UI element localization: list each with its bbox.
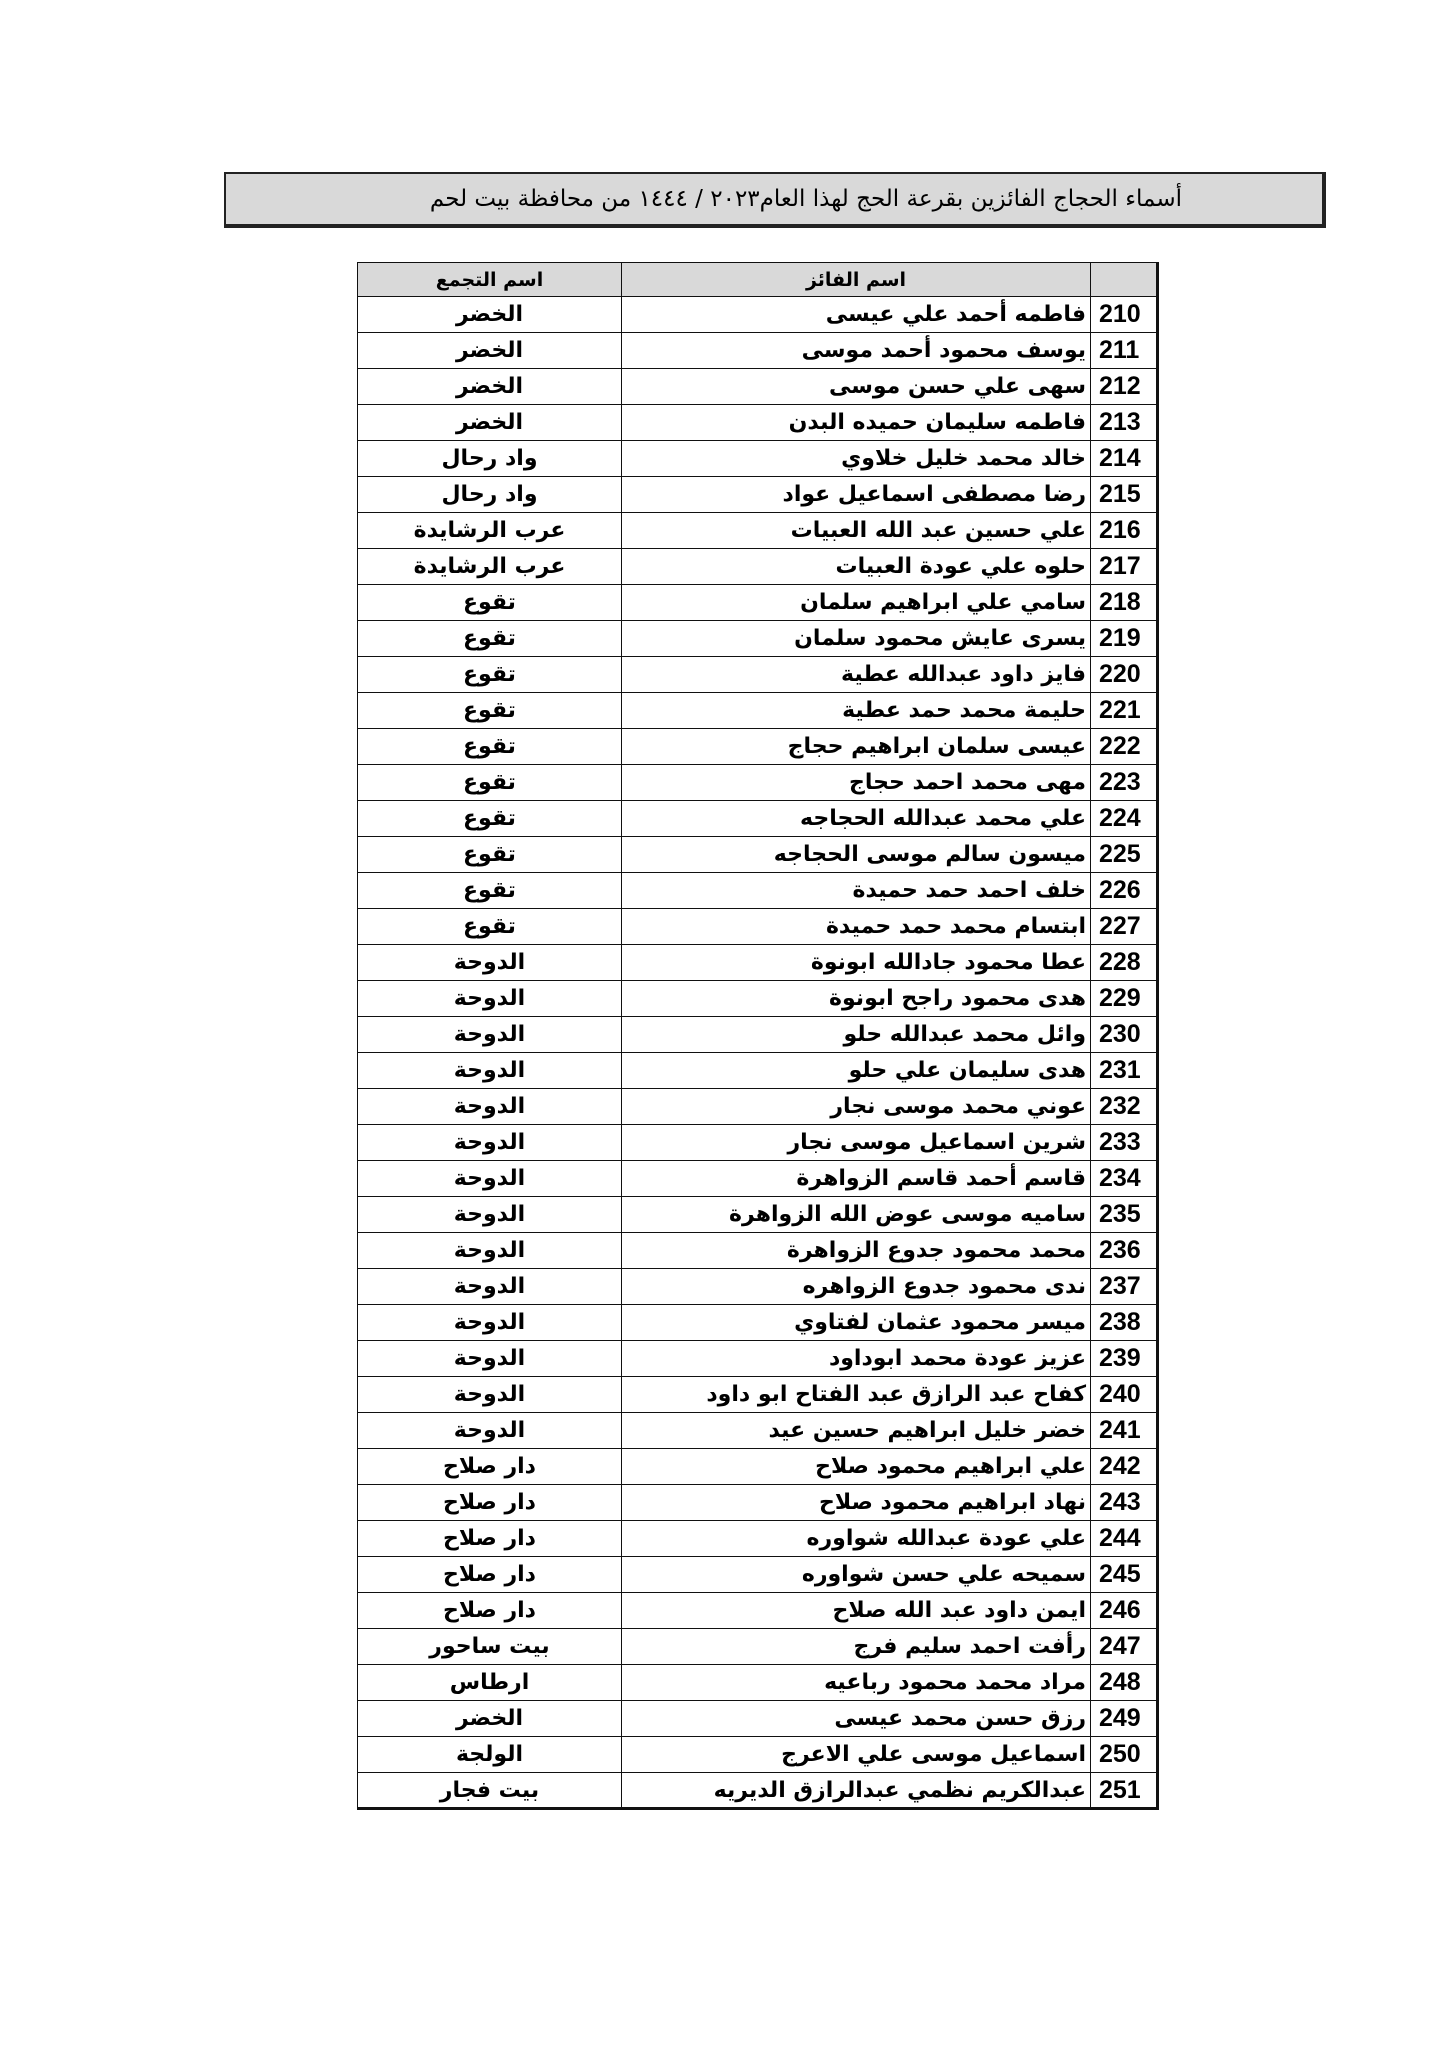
name-cell: يسرى عايش محمود سلمان <box>622 621 1091 657</box>
table-header-row <box>358 263 1158 297</box>
name-cell: سميحه علي حسن شواوره <box>622 1557 1091 1593</box>
table-row <box>358 981 1158 1017</box>
group-cell: تقوع <box>358 837 622 873</box>
number-cell: 231 <box>1091 1053 1158 1089</box>
name-cell: علي عودة عبدالله شواوره <box>622 1521 1091 1557</box>
table-row <box>358 801 1158 837</box>
number-cell: 234 <box>1091 1161 1158 1197</box>
name-cell: عبدالكريم نظمي عبدالرازق الديريه <box>622 1773 1091 1809</box>
number-cell: 239 <box>1091 1341 1158 1377</box>
number-cell: 217 <box>1091 549 1158 585</box>
group-cell: دار صلاح <box>358 1557 622 1593</box>
table-row <box>358 1629 1158 1665</box>
group-cell: الدوحة <box>358 1233 622 1269</box>
name-cell: ندى محمود جدوع الزواهره <box>622 1269 1091 1305</box>
number-cell: 221 <box>1091 693 1158 729</box>
group-cell: عرب الرشايدة <box>358 549 622 585</box>
name-cell: حليمة محمد حمد عطية <box>622 693 1091 729</box>
group-cell: الخضر <box>358 405 622 441</box>
table-row <box>358 513 1158 549</box>
name-cell: خلف احمد حمد حميدة <box>622 873 1091 909</box>
number-cell: 215 <box>1091 477 1158 513</box>
name-cell: يوسف محمود أحمد موسى <box>622 333 1091 369</box>
table-row <box>358 621 1158 657</box>
group-cell: الدوحة <box>358 1089 622 1125</box>
group-cell: تقوع <box>358 729 622 765</box>
group-cell: الدوحة <box>358 1125 622 1161</box>
number-cell: 246 <box>1091 1593 1158 1629</box>
name-cell: نهاد ابراهيم محمود صلاح <box>622 1485 1091 1521</box>
name-cell: فاطمه أحمد علي عيسى <box>622 297 1091 333</box>
group-cell: الدوحة <box>358 1161 622 1197</box>
winners-table <box>357 262 1159 1810</box>
number-cell: 219 <box>1091 621 1158 657</box>
name-cell: فاطمه سليمان حميده البدن <box>622 405 1091 441</box>
table-row <box>358 837 1158 873</box>
name-cell: كفاح عبد الرازق عبد الفتاح ابو داود <box>622 1377 1091 1413</box>
table-row <box>358 693 1158 729</box>
group-cell: دار صلاح <box>358 1485 622 1521</box>
table-row <box>358 1521 1158 1557</box>
number-cell: 220 <box>1091 657 1158 693</box>
group-cell: الدوحة <box>358 1377 622 1413</box>
name-cell: عيسى سلمان ابراهيم حجاج <box>622 729 1091 765</box>
table-row <box>358 1413 1158 1449</box>
group-cell: الدوحة <box>358 945 622 981</box>
header-name: اسم الفائز <box>622 263 1091 297</box>
header-number <box>1091 263 1158 297</box>
name-cell: هدى محمود راجح ابونوة <box>622 981 1091 1017</box>
page-title: أسماء الحجاج الفائزين بقرعة الحج لهذا العام٢٠٢٣ / ١٤٤٤ من محافظة بيت لحم <box>429 186 1182 212</box>
number-cell: 240 <box>1091 1377 1158 1413</box>
table-row <box>358 1053 1158 1089</box>
group-cell: ارطاس <box>358 1665 622 1701</box>
table-row <box>358 1377 1158 1413</box>
group-cell: عرب الرشايدة <box>358 513 622 549</box>
number-cell: 228 <box>1091 945 1158 981</box>
group-cell: واد رحال <box>358 477 622 513</box>
group-cell: الدوحة <box>358 981 622 1017</box>
number-cell: 218 <box>1091 585 1158 621</box>
table-row <box>358 1557 1158 1593</box>
group-cell: الدوحة <box>358 1269 622 1305</box>
number-cell: 223 <box>1091 765 1158 801</box>
table-row <box>358 765 1158 801</box>
group-cell: دار صلاح <box>358 1521 622 1557</box>
table-row <box>358 297 1158 333</box>
group-cell: بيت فجار <box>358 1773 622 1809</box>
name-cell: مراد محمد محمود رباعيه <box>622 1665 1091 1701</box>
name-cell: سهى علي حسن موسى <box>622 369 1091 405</box>
group-cell: الدوحة <box>358 1053 622 1089</box>
name-cell: مهى محمد احمد حجاج <box>622 765 1091 801</box>
table-row <box>358 1341 1158 1377</box>
number-cell: 251 <box>1091 1773 1158 1809</box>
number-cell: 214 <box>1091 441 1158 477</box>
number-cell: 235 <box>1091 1197 1158 1233</box>
number-cell: 213 <box>1091 405 1158 441</box>
number-cell: 242 <box>1091 1449 1158 1485</box>
group-cell: تقوع <box>358 873 622 909</box>
table-row <box>358 729 1158 765</box>
name-cell: قاسم أحمد قاسم الزواهرة <box>622 1161 1091 1197</box>
number-cell: 233 <box>1091 1125 1158 1161</box>
group-cell: تقوع <box>358 909 622 945</box>
name-cell: حلوه علي عودة العبيات <box>622 549 1091 585</box>
group-cell: واد رحال <box>358 441 622 477</box>
table-body <box>358 297 1158 1809</box>
group-cell: الخضر <box>358 369 622 405</box>
table-row <box>358 945 1158 981</box>
group-cell: الخضر <box>358 333 622 369</box>
table-row <box>358 1449 1158 1485</box>
name-cell: ساميه موسى عوض الله الزواهرة <box>622 1197 1091 1233</box>
group-cell: تقوع <box>358 585 622 621</box>
table-row <box>358 1161 1158 1197</box>
table-row <box>358 585 1158 621</box>
name-cell: محمد محمود جدوع الزواهرة <box>622 1233 1091 1269</box>
name-cell: عوني محمد موسى نجار <box>622 1089 1091 1125</box>
group-cell: الدوحة <box>358 1197 622 1233</box>
table-row <box>358 441 1158 477</box>
number-cell: 245 <box>1091 1557 1158 1593</box>
table-row <box>358 1593 1158 1629</box>
number-cell: 247 <box>1091 1629 1158 1665</box>
number-cell: 232 <box>1091 1089 1158 1125</box>
number-cell: 225 <box>1091 837 1158 873</box>
table-row <box>358 1305 1158 1341</box>
name-cell: سامي علي ابراهيم سلمان <box>622 585 1091 621</box>
group-cell: الدوحة <box>358 1413 622 1449</box>
table-row <box>358 1665 1158 1701</box>
name-cell: عزيز عودة محمد ابوداود <box>622 1341 1091 1377</box>
table-row <box>358 657 1158 693</box>
table-row <box>358 1197 1158 1233</box>
group-cell: دار صلاح <box>358 1593 622 1629</box>
number-cell: 210 <box>1091 297 1158 333</box>
name-cell: علي حسين عبد الله العبيات <box>622 513 1091 549</box>
table-row <box>358 549 1158 585</box>
number-cell: 248 <box>1091 1665 1158 1701</box>
name-cell: ميسون سالم موسى الحجاجه <box>622 837 1091 873</box>
page-title-box <box>224 172 1326 228</box>
name-cell: رأفت احمد سليم فرج <box>622 1629 1091 1665</box>
name-cell: رضا مصطفى اسماعيل عواد <box>622 477 1091 513</box>
table-row <box>358 1017 1158 1053</box>
group-cell: بيت ساحور <box>358 1629 622 1665</box>
number-cell: 238 <box>1091 1305 1158 1341</box>
group-cell: تقوع <box>358 801 622 837</box>
name-cell: فايز داود عبدالله عطية <box>622 657 1091 693</box>
number-cell: 241 <box>1091 1413 1158 1449</box>
name-cell: رزق حسن محمد عيسى <box>622 1701 1091 1737</box>
table-row <box>358 1773 1158 1809</box>
name-cell: ميسر محمود عثمان لفتاوي <box>622 1305 1091 1341</box>
table-row <box>358 1089 1158 1125</box>
group-cell: تقوع <box>358 693 622 729</box>
group-cell: دار صلاح <box>358 1449 622 1485</box>
name-cell: ابتسام محمد حمد حميدة <box>622 909 1091 945</box>
name-cell: وائل محمد عبدالله حلو <box>622 1017 1091 1053</box>
group-cell: الدوحة <box>358 1305 622 1341</box>
number-cell: 250 <box>1091 1737 1158 1773</box>
number-cell: 226 <box>1091 873 1158 909</box>
number-cell: 237 <box>1091 1269 1158 1305</box>
table-row <box>358 1737 1158 1773</box>
number-cell: 236 <box>1091 1233 1158 1269</box>
name-cell: علي محمد عبدالله الحجاجه <box>622 801 1091 837</box>
table-row <box>358 1701 1158 1737</box>
group-cell: تقوع <box>358 657 622 693</box>
table-row <box>358 477 1158 513</box>
name-cell: ايمن داود عبد الله صلاح <box>622 1593 1091 1629</box>
table-row <box>358 1269 1158 1305</box>
name-cell: عطا محمود جادالله ابونوة <box>622 945 1091 981</box>
table-row <box>358 369 1158 405</box>
number-cell: 222 <box>1091 729 1158 765</box>
group-cell: الخضر <box>358 297 622 333</box>
group-cell: الولجة <box>358 1737 622 1773</box>
number-cell: 227 <box>1091 909 1158 945</box>
name-cell: شرين اسماعيل موسى نجار <box>622 1125 1091 1161</box>
table-row <box>358 1485 1158 1521</box>
group-cell: تقوع <box>358 621 622 657</box>
name-cell: اسماعيل موسى علي الاعرج <box>622 1737 1091 1773</box>
number-cell: 229 <box>1091 981 1158 1017</box>
number-cell: 244 <box>1091 1521 1158 1557</box>
group-cell: الدوحة <box>358 1341 622 1377</box>
table-row <box>358 1233 1158 1269</box>
table-row <box>358 333 1158 369</box>
name-cell: هدى سليمان علي حلو <box>622 1053 1091 1089</box>
number-cell: 224 <box>1091 801 1158 837</box>
group-cell: تقوع <box>358 765 622 801</box>
group-cell: الدوحة <box>358 1017 622 1053</box>
number-cell: 211 <box>1091 333 1158 369</box>
table-row <box>358 909 1158 945</box>
number-cell: 216 <box>1091 513 1158 549</box>
number-cell: 230 <box>1091 1017 1158 1053</box>
table-row <box>358 873 1158 909</box>
name-cell: خضر خليل ابراهيم حسين عيد <box>622 1413 1091 1449</box>
header-group: اسم التجمع <box>358 263 622 297</box>
name-cell: علي ابراهيم محمود صلاح <box>622 1449 1091 1485</box>
number-cell: 249 <box>1091 1701 1158 1737</box>
number-cell: 212 <box>1091 369 1158 405</box>
name-cell: خالد محمد خليل خلاوي <box>622 441 1091 477</box>
table-row <box>358 1125 1158 1161</box>
number-cell: 243 <box>1091 1485 1158 1521</box>
group-cell: الخضر <box>358 1701 622 1737</box>
table-row <box>358 405 1158 441</box>
